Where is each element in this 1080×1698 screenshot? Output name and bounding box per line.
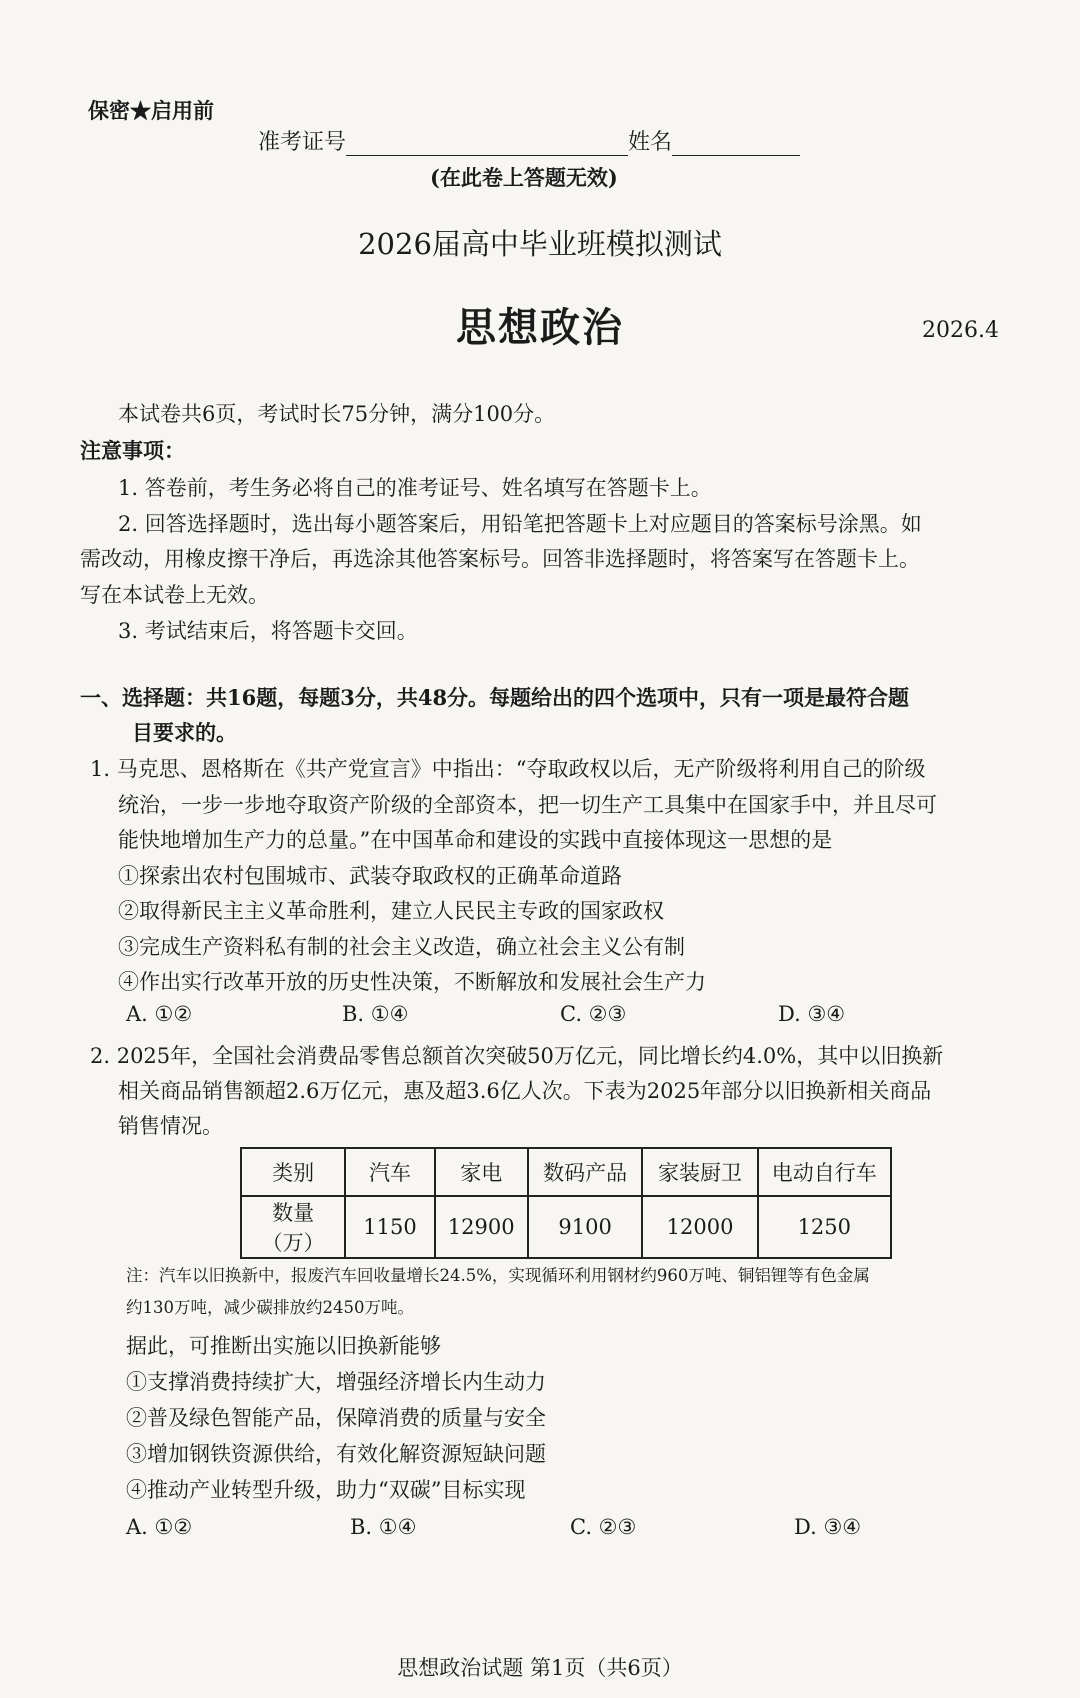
invalid-note: (在此卷上答题无效) [430,165,618,190]
exam-date: 2026.4 [922,318,999,343]
page-footer: 思想政治试题 第1页（共6页） [397,1656,683,1680]
q1-option-d: D. ③④ [778,1002,846,1026]
notice-item-2-line-2: 需改动，用橡皮擦干净后，再选涂其他答案标号。回答非选择题时，将答案写在答题卡上。 [80,547,920,571]
subject-title: 思想政治 [456,304,624,351]
q2-lead: 据此，可推断出实施以旧换新能够 [126,1334,441,1358]
name-label: 姓名 [628,130,673,155]
table-header-cell: 类别 [241,1148,345,1196]
table-header-cell: 汽车 [345,1148,434,1196]
q1-option-a: A. ①② [126,1002,193,1026]
name-blank [672,129,800,156]
notice-heading: 注意事项： [80,438,185,463]
table-header-row [241,1148,891,1196]
q1-statement-1: ①探索出农村包围城市、武装夺取政权的正确革命道路 [118,864,622,888]
table-header-cell: 电动自行车 [758,1148,891,1196]
id-label: 准考证号 [258,130,347,155]
table-header-cell: 家电 [435,1148,528,1196]
notice-item-1: 1. 答卷前，考生务必将自己的准考证号、姓名填写在答题卡上。 [118,476,712,500]
q1-statement-2: ②取得新民主主义革命胜利，建立人民民主专政的国家政权 [118,899,664,923]
q2-stem-line-2: 相关商品销售额超2.6万亿元，惠及超3.6亿人次。下表为2025年部分以旧换新相关商品 [118,1079,932,1103]
candidate-info-line [258,125,800,156]
notice-item-2-line-3: 写在本试卷上无效。 [80,583,269,607]
notice-item-3: 3. 考试结束后，将答题卡交回。 [118,619,418,643]
q2-statement-3: ③增加钢铁资源供给，有效化解资源短缺问题 [126,1442,546,1466]
q1-stem-line-3: 能快地增加生产力的总量。”在中国革命和建设的实践中直接体现这一思想的是 [118,828,833,852]
q2-option-a: A. ①② [126,1515,193,1539]
confidential-mark: 保密★启用前 [88,98,214,123]
q2-note-line-1: 注：汽车以旧换新中，报废汽车回收量增长24.5%，实现循环利用钢材约960万吨、铜铝锂等有色金属 [126,1266,870,1285]
notice-item-2-line-1: 2. 回答选择题时，选出每小题答案后，用铅笔把答题卡上对应题目的答案标号涂黑。如 [118,512,922,536]
q2-statement-1: ①支撑消费持续扩大，增强经济增长内生动力 [126,1370,546,1394]
q2-stem-line-1: 2. 2025年，全国社会消费品零售总额首次突破50万亿元，同比增长约4.0%，其中以旧换新 [90,1044,944,1068]
id-blank [346,129,628,156]
table-cell: 12000 [642,1196,757,1258]
table-cell: 9100 [528,1196,643,1258]
sales-table [240,1147,892,1259]
exam-title: 2026届高中毕业班模拟测试 [358,227,722,261]
q2-option-b: B. ①④ [350,1515,417,1539]
q2-note-line-2: 约130万吨，减少碳排放约2450万吨。 [126,1298,414,1317]
q1-statement-3: ③完成生产资料私有制的社会主义改造，确立社会主义公有制 [118,935,685,959]
section-heading: 一、选择题：共16题，每题3分，共48分。每题给出的四个选项中，只有一项是最符合题 [80,685,910,710]
q1-option-b: B. ①④ [342,1002,409,1026]
q2-stem-line-3: 销售情况。 [118,1114,223,1138]
intro-text: 本试卷共6页，考试时长75分钟，满分100分。 [118,402,556,426]
q2-statement-2: ②普及绿色智能产品，保障消费的质量与安全 [126,1406,546,1430]
q2-statement-4: ④推动产业转型升级，助力“双碳”目标实现 [126,1478,526,1502]
table-row [241,1196,891,1258]
q1-stem-line-2: 统治，一步一步地夺取资产阶级的全部资本，把一切生产工具集中在国家手中，并且尽可 [118,793,937,817]
table-cell: 数量（万） [241,1196,345,1258]
table-cell: 1150 [345,1196,434,1258]
table-cell: 12900 [435,1196,528,1258]
section-heading-cont: 目要求的。 [132,720,237,745]
q2-option-c: C. ②③ [570,1515,637,1539]
q2-option-d: D. ③④ [794,1515,862,1539]
table-header-cell: 家装厨卫 [642,1148,757,1196]
q1-statement-4: ④作出实行改革开放的历史性决策，不断解放和发展社会生产力 [118,970,706,994]
table-cell: 1250 [758,1196,891,1258]
q1-stem-line-1: 1. 马克思、恩格斯在《共产党宣言》中指出：“夺取政权以后，无产阶级将利用自己的阶级 [90,757,926,781]
q1-option-c: C. ②③ [560,1002,627,1026]
table-header-cell: 数码产品 [528,1148,643,1196]
